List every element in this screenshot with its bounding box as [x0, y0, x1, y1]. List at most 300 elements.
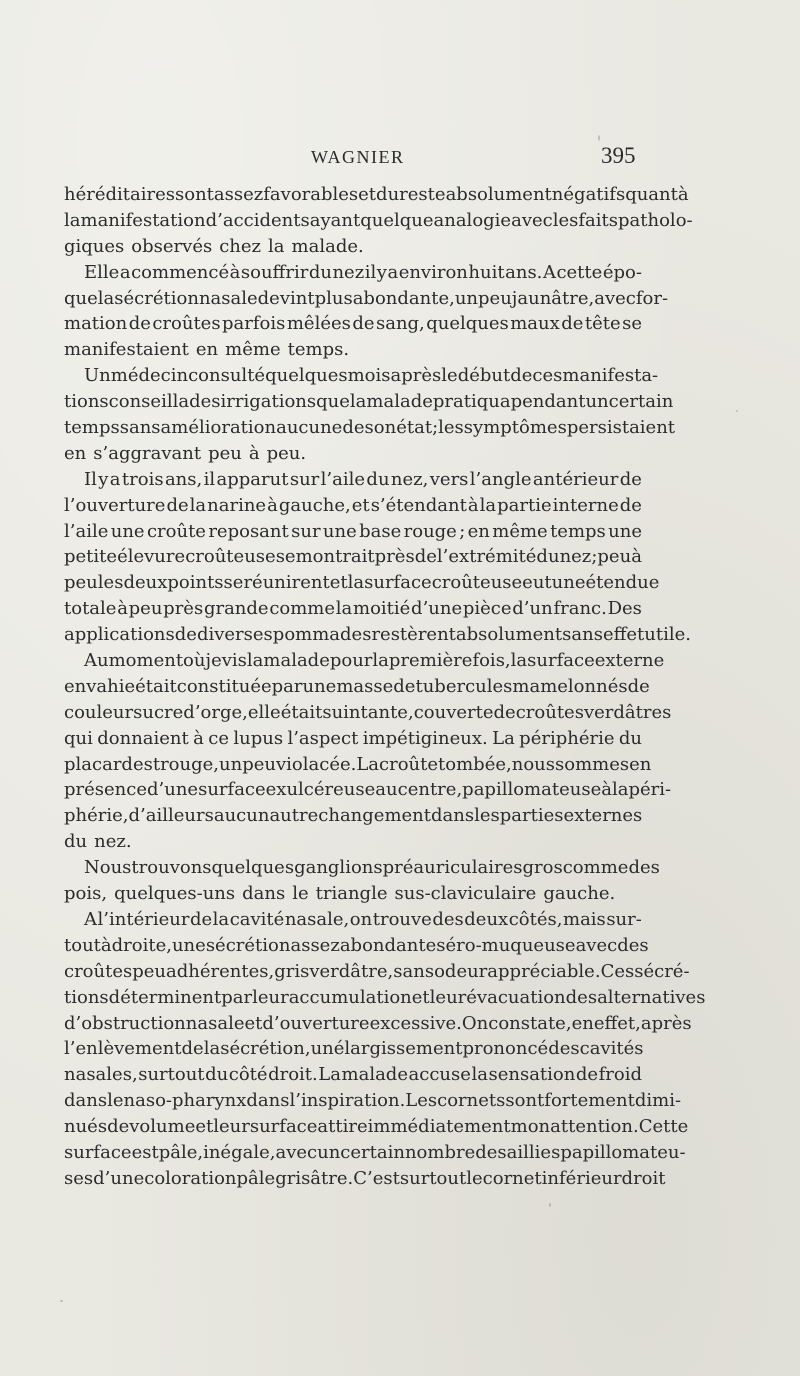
word: narine: [207, 494, 267, 516]
word: péri-: [628, 779, 672, 801]
text-line: [64, 441, 642, 467]
word: en: [629, 753, 652, 775]
word: violacée.: [275, 753, 357, 775]
word: une: [322, 520, 357, 542]
word: eut: [522, 572, 552, 594]
text-line: [64, 1036, 642, 1062]
word: trouvons: [131, 857, 212, 879]
word: diverses: [196, 624, 273, 646]
word: lupus: [233, 727, 284, 749]
word: points: [167, 572, 224, 594]
word: peu: [64, 572, 98, 594]
word: par: [271, 675, 303, 697]
word: et: [411, 986, 430, 1008]
speck: [736, 410, 738, 412]
word: à: [467, 494, 479, 516]
word: pâle: [236, 1167, 276, 1189]
word: certain: [340, 1141, 405, 1163]
word: masse: [336, 675, 394, 697]
word: accuse: [408, 1064, 471, 1086]
word: impétigineux.: [362, 727, 488, 749]
word: se: [622, 313, 642, 335]
word: dans: [431, 805, 475, 827]
word: se: [275, 546, 296, 568]
word: d’ouverture: [262, 1012, 370, 1034]
word: maux: [510, 313, 560, 335]
word: phérie,: [64, 805, 129, 827]
word: on: [349, 908, 373, 930]
word: commencé: [131, 261, 230, 283]
speck: [549, 1203, 551, 1207]
word: parties: [499, 805, 564, 827]
word: des: [432, 908, 464, 930]
running-head: [0, 143, 800, 173]
word: temps.: [287, 339, 350, 361]
word: favorables: [263, 184, 359, 205]
word: et: [351, 494, 370, 516]
word: couverte: [413, 701, 494, 723]
text-line: [64, 829, 642, 855]
word: La: [492, 727, 515, 749]
word: C’est: [353, 1167, 400, 1189]
word: mamelonnés: [512, 675, 628, 697]
word: du: [376, 184, 400, 205]
running-title: WAGNIER: [311, 147, 405, 167]
word: Des: [607, 598, 642, 620]
text-line: [64, 726, 642, 752]
word: de: [475, 1141, 498, 1163]
word: avec: [575, 934, 618, 956]
word: ce: [208, 727, 229, 749]
word: for-: [635, 287, 669, 309]
word: naso-pharynx: [123, 1090, 247, 1112]
word: l’intérieur: [97, 908, 190, 930]
text-line: [64, 752, 652, 778]
speck: [60, 1300, 63, 1302]
word: ;: [459, 520, 466, 542]
text-line: [64, 234, 642, 260]
word: de: [107, 1116, 130, 1138]
word: même: [225, 339, 281, 361]
word: peu: [132, 960, 167, 982]
text-line: [64, 286, 669, 312]
word: droit.: [268, 1064, 318, 1086]
word: souffrir: [240, 261, 309, 283]
word: la: [335, 598, 353, 620]
word: effet,: [593, 1012, 641, 1034]
word: faits: [578, 209, 619, 231]
word: que: [64, 287, 98, 309]
word: périphérie: [519, 727, 615, 749]
word: préauriculaires: [382, 857, 523, 879]
word: la: [347, 572, 365, 594]
word: Au: [84, 650, 109, 672]
word: temps: [64, 417, 120, 439]
word: de: [575, 1064, 599, 1086]
word: sécrétion,: [220, 1038, 311, 1060]
word: Elle: [84, 261, 120, 283]
word: il: [364, 261, 377, 283]
word: constate,: [488, 1012, 572, 1034]
word: des: [189, 391, 221, 413]
word: centre,: [397, 779, 463, 801]
word: utile.: [644, 624, 691, 646]
word: abondante: [339, 934, 437, 956]
word: près: [163, 598, 204, 620]
word: trouve: [372, 908, 432, 930]
word: sont: [175, 184, 214, 205]
word: cavités: [579, 1038, 644, 1060]
word: changement: [318, 805, 432, 827]
word: ses: [64, 1167, 94, 1189]
word: une: [171, 934, 206, 956]
word: nasales,: [64, 1064, 138, 1086]
word: à: [631, 546, 642, 568]
word: quant: [625, 184, 678, 205]
word: effet: [602, 624, 645, 646]
text-line: [64, 467, 642, 493]
text-line: [64, 415, 676, 441]
word: était: [135, 675, 177, 697]
word: nez,: [390, 468, 429, 490]
word: restèrent: [371, 624, 456, 646]
word: début: [457, 365, 511, 387]
word: mais: [563, 908, 606, 930]
word: à: [100, 934, 112, 956]
word: de: [189, 908, 213, 930]
word: malade: [263, 650, 330, 672]
word: du: [64, 831, 88, 853]
word: verdâtre,: [309, 960, 394, 982]
word: accumulation: [288, 986, 412, 1008]
word: à: [229, 261, 241, 283]
word: quelques-uns: [114, 883, 236, 905]
word: négatifs: [551, 184, 626, 205]
word: l’inspiration.: [289, 1090, 406, 1112]
word: à: [601, 779, 612, 801]
word: aucune: [276, 417, 343, 439]
word: l’angle: [469, 468, 532, 490]
word: quelque: [360, 209, 434, 231]
word: vis: [221, 650, 247, 672]
word: les: [97, 572, 124, 594]
word: leur: [252, 986, 289, 1008]
word: peu: [208, 442, 242, 464]
word: croûte: [379, 753, 439, 775]
word: manifesta-: [562, 365, 659, 387]
word: coloration: [144, 1167, 237, 1189]
word: quelques: [265, 365, 348, 387]
word: montrait: [295, 546, 375, 568]
word: mois: [347, 365, 391, 387]
word: du: [308, 261, 332, 283]
word: surface: [527, 650, 595, 672]
word: gros: [522, 857, 563, 879]
word: tions: [64, 391, 109, 413]
word: l’aile: [320, 468, 366, 490]
word: rouge,: [160, 753, 220, 775]
text-line: [64, 208, 693, 234]
word: nombre: [404, 1141, 476, 1163]
word: une: [551, 572, 586, 594]
word: sur: [291, 520, 321, 542]
word: analogie: [433, 209, 512, 231]
word: sont: [505, 1090, 545, 1112]
word: sur-: [606, 908, 642, 930]
word: grande: [203, 598, 269, 620]
word: et: [329, 572, 348, 594]
word: elle: [247, 701, 281, 723]
word: fois,: [472, 650, 511, 672]
text-line: [64, 1166, 666, 1192]
word: mon: [510, 1116, 551, 1138]
body-text: [64, 182, 706, 1192]
word: sucre: [133, 701, 184, 723]
word: couleur: [64, 701, 134, 723]
word: était: [280, 701, 323, 723]
word: ganglions: [294, 857, 383, 879]
word: héréditaires: [64, 184, 175, 205]
word: inégale,: [203, 1141, 276, 1163]
word: surface: [64, 1141, 132, 1163]
word: d’un: [512, 598, 553, 620]
word: Les: [405, 1090, 438, 1112]
word: autre: [269, 805, 319, 827]
word: l’extrémité: [436, 546, 537, 568]
word: abondante,: [352, 287, 455, 309]
text-line: [64, 182, 689, 208]
word: des: [628, 857, 660, 879]
text-line: [64, 493, 642, 519]
word: les: [438, 417, 464, 439]
word: de: [561, 313, 584, 335]
word: partie: [497, 494, 552, 516]
word: de: [174, 624, 197, 646]
word: d’ailleurs: [128, 805, 214, 827]
word: immédiatement: [367, 1116, 511, 1138]
word: évacuation: [466, 986, 566, 1008]
word: totale: [64, 598, 117, 620]
word: pratiqua: [432, 391, 511, 413]
word: rouge: [403, 520, 457, 542]
word: tout: [64, 934, 101, 956]
word: sur: [289, 468, 320, 490]
word: avec: [275, 1141, 318, 1163]
text-line: [64, 881, 642, 907]
word: surface: [249, 1116, 318, 1138]
word: alternatives: [597, 986, 706, 1008]
word: environ: [398, 261, 468, 283]
text-line: [64, 570, 660, 596]
word: certain: [608, 391, 674, 413]
word: surface: [364, 572, 432, 594]
text-line: [64, 803, 642, 829]
word: en: [571, 1012, 594, 1034]
word: prononcé: [462, 1038, 549, 1060]
word: première: [388, 650, 473, 672]
word: ayant: [309, 209, 361, 231]
word: observés: [131, 235, 213, 257]
word: au: [375, 779, 398, 801]
word: de: [493, 701, 516, 723]
word: du: [205, 1064, 229, 1086]
word: gauche,: [278, 494, 351, 516]
word: y: [98, 468, 109, 490]
text-line: [64, 596, 642, 622]
word: à: [267, 494, 278, 516]
word: du: [536, 546, 560, 568]
word: sécrétion: [205, 934, 291, 956]
text-line: [64, 700, 672, 726]
word: nués: [64, 1116, 108, 1138]
word: nez: [559, 546, 592, 568]
word: se: [223, 572, 244, 594]
word: La: [318, 1064, 341, 1086]
word: leur: [429, 986, 467, 1008]
word: a: [119, 261, 131, 283]
word: qui: [64, 727, 93, 749]
word: ans.: [505, 261, 543, 283]
word: croûtes: [152, 313, 221, 335]
word: pommades: [272, 624, 372, 646]
word: reste: [399, 184, 446, 205]
word: tions: [64, 986, 109, 1008]
word: peu: [597, 546, 632, 568]
word: petite: [64, 546, 118, 568]
word: réunirent: [243, 572, 330, 594]
word: ;: [432, 417, 439, 439]
word: interne: [552, 494, 619, 516]
word: peu: [478, 287, 512, 309]
word: franc.: [553, 598, 607, 620]
word: aucun: [213, 805, 270, 827]
word: cavité: [229, 908, 285, 930]
word: est: [132, 753, 161, 775]
word: nez.: [94, 831, 132, 853]
word: malade: [366, 391, 433, 413]
word: sécré-: [634, 960, 690, 982]
word: moment: [108, 650, 184, 672]
word: grisâtre.: [275, 1167, 354, 1189]
word: près: [374, 546, 415, 568]
page-number: 395: [601, 143, 636, 168]
text-line: [64, 855, 660, 881]
word: et: [358, 184, 377, 205]
word: Il: [84, 468, 97, 490]
word: l’enlèvement: [64, 1038, 182, 1060]
word: deux: [464, 908, 509, 930]
word: élevure: [117, 546, 186, 568]
word: l’aile: [64, 520, 109, 542]
word: pâle,: [158, 1141, 204, 1163]
word: droit: [621, 1167, 666, 1189]
word: Un: [84, 365, 111, 387]
text-line: [64, 907, 642, 933]
word: apparut: [216, 468, 289, 490]
text-line: [64, 1062, 642, 1088]
word: de: [393, 675, 416, 697]
word: la: [611, 779, 629, 801]
word: est: [131, 1141, 159, 1163]
word: giques: [64, 235, 125, 257]
word: du: [366, 468, 390, 490]
word: pièce: [462, 598, 512, 620]
word: pendant: [510, 391, 586, 413]
word: ;: [591, 546, 598, 568]
word: de: [352, 313, 375, 335]
word: gauche.: [543, 883, 616, 905]
word: nez: [332, 261, 365, 283]
word: d’accidents: [205, 209, 310, 231]
word: une: [302, 675, 337, 697]
word: Cette: [638, 1116, 689, 1138]
word: attention.: [550, 1116, 639, 1138]
word: excessive.: [369, 1012, 462, 1034]
word: attire: [317, 1116, 368, 1138]
word: On: [461, 1012, 489, 1034]
word: suintante,: [322, 701, 414, 723]
word: comme: [562, 857, 629, 879]
word: côtés,: [508, 908, 563, 930]
word: croûtes: [64, 960, 133, 982]
word: surface: [198, 779, 266, 801]
word: la: [479, 494, 497, 516]
word: mêlées: [286, 313, 351, 335]
word: nasale: [198, 287, 258, 309]
word: deux: [123, 572, 168, 594]
word: par: [221, 986, 253, 1008]
word: de: [619, 494, 642, 516]
word: quelques: [426, 313, 509, 335]
word: de: [510, 365, 533, 387]
word: de: [342, 417, 365, 439]
word: le: [107, 1090, 124, 1112]
word: dans: [242, 883, 286, 905]
word: peu: [242, 753, 276, 775]
word: à: [248, 442, 260, 464]
word: un: [310, 1038, 334, 1060]
word: absolument: [455, 624, 563, 646]
word: la: [471, 1064, 488, 1086]
word: antérieur: [532, 468, 619, 490]
word: manifestation: [80, 209, 206, 231]
word: surtout: [138, 1064, 205, 1086]
word: et: [195, 1116, 214, 1138]
word: de: [414, 546, 437, 568]
word: vers: [429, 468, 469, 490]
word: où: [183, 650, 206, 672]
word: nasale: [185, 1012, 245, 1034]
word: amélioration: [160, 417, 277, 439]
word: du: [618, 727, 642, 749]
word: externes: [563, 805, 643, 827]
word: des: [617, 934, 649, 956]
text-line: [64, 519, 642, 545]
word: manifestaient: [64, 339, 189, 361]
word: cette: [556, 261, 603, 283]
word: la: [372, 650, 389, 672]
word: et: [244, 1012, 263, 1034]
word: temps: [550, 520, 606, 542]
word: adhérentes,: [166, 960, 275, 982]
word: avec: [511, 209, 553, 231]
word: la: [268, 235, 285, 257]
word: il: [203, 468, 216, 490]
word: peu.: [266, 442, 307, 464]
word: je: [205, 650, 222, 672]
word: sus-claviculaire: [394, 883, 537, 905]
word: a: [387, 261, 399, 283]
